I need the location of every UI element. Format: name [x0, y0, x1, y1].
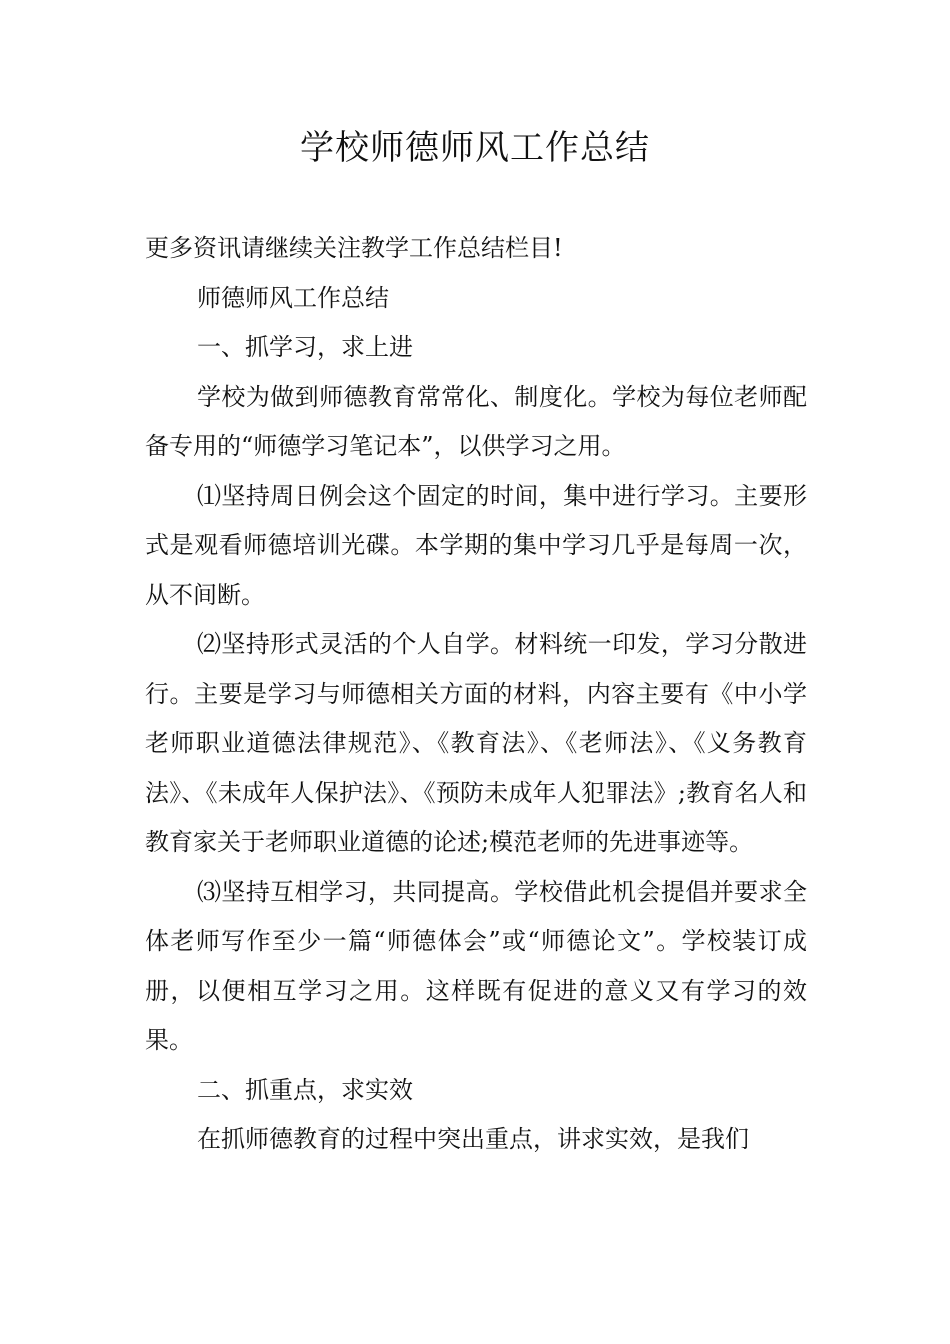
body-paragraph: 学校为做到师德教育常常化、制度化。学校为每位老师配备专用的“师德学习笔记本”，以供学习之用。: [145, 382, 807, 460]
intro-paragraph: 更多资讯请继续关注教学工作总结栏目!: [145, 234, 563, 262]
section-heading-2: 二、抓重点，求实效: [197, 1075, 413, 1104]
section-heading-1: 一、抓学习，求上进: [197, 333, 413, 361]
body-paragraph: ⑴坚持周日例会这个固定的时间，集中进行学习。主要形式是观看师德培训光碟。本学期的集中学习几乎是每周一次，从不间断。: [145, 481, 807, 609]
body-paragraph: ⑶坚持互相学习，共同提高。学校借此机会提倡并要求全体老师写作至少一篇“师德体会”或“师德论文”。学校装订成册，以便相互学习之用。这样既有促进的意义又有学习的效果。: [145, 877, 807, 1054]
subtitle-paragraph: 师德师风工作总结: [197, 283, 389, 312]
document-title: 学校师德师风工作总结: [300, 128, 650, 168]
document-body: [145, 224, 807, 1165]
body-paragraph: 在抓师德教育的过程中突出重点，讲求实效，是我们: [197, 1125, 749, 1153]
body-paragraph: ⑵坚持形式灵活的个人自学。材料统一印发，学习分散进行。主要是学习与师德相关方面的材料，内容主要有《中小学老师职业道德法律规范》、《教育法》、《老师法》、《义务教育法》、《未成年人保护法》、《预防未成年人犯罪法》;教育名人和教育家关于老师职业道德的论述;模范老师的先进事迹等。: [145, 630, 807, 856]
